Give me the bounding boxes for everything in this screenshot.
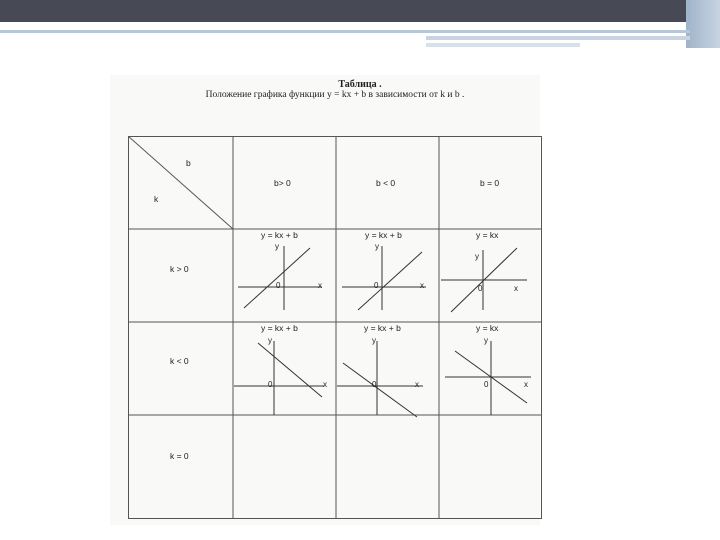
slide-top-bar: [0, 0, 720, 22]
col-header-b-positive: b> 0: [274, 178, 291, 188]
origin-label: 0: [478, 284, 483, 293]
axis-x-label: x: [323, 380, 327, 389]
origin-label: 0: [484, 380, 489, 389]
origin-label: 0: [374, 281, 379, 290]
axis-y-label: y: [268, 336, 272, 345]
graph-line-rising: [338, 240, 438, 320]
axis-x-label: x: [524, 380, 528, 389]
graph-line-falling: [337, 333, 437, 423]
corner-label-k: k: [154, 194, 159, 204]
cell-formula: y = kx: [476, 323, 499, 333]
table-caption: Таблица .: [338, 79, 382, 90]
graph-line-falling: [234, 333, 334, 423]
slide-decor-stripe: [0, 30, 690, 33]
origin-label: 0: [372, 380, 377, 389]
axis-x-label: x: [514, 284, 518, 293]
cell-formula: y = kx + b: [261, 323, 298, 333]
row-header-k-positive: k > 0: [170, 264, 189, 274]
cell-formula: y = kx: [476, 230, 499, 240]
graph-line-through-origin: [441, 333, 541, 423]
cell-formula: y = kx + b: [364, 323, 401, 333]
col-header-b-negative: b < 0: [376, 178, 396, 188]
slide-corner-decoration: [686, 0, 720, 48]
col-header-b-zero: b = 0: [480, 178, 500, 188]
axis-y-label: y: [275, 242, 279, 251]
slide-decor-stripe: [426, 43, 580, 47]
origin-label: 0: [268, 380, 273, 389]
table-description: Положение графика функции y = kx + b в зависимости от k и b .: [205, 90, 465, 100]
corner-label-b: b: [186, 158, 191, 168]
axis-y-label: y: [484, 336, 488, 345]
cell-formula: y = kx + b: [365, 230, 402, 240]
cell-formula: y = kx + b: [261, 230, 298, 240]
axis-y-label: y: [372, 336, 376, 345]
axis-y-label: y: [475, 252, 479, 261]
graph-line-through-origin: [441, 240, 541, 320]
axis-x-label: x: [318, 281, 322, 290]
slide-decor-stripe: [426, 36, 690, 40]
row-header-k-negative: k < 0: [170, 356, 189, 366]
row-header-k-zero: k = 0: [170, 451, 189, 461]
axis-x-label: x: [420, 281, 424, 290]
corner-diagonal: [128, 136, 233, 229]
graph-line-rising: [234, 240, 334, 320]
axis-x-label: x: [415, 380, 419, 389]
axis-y-label: y: [375, 242, 379, 251]
origin-label: 0: [276, 281, 281, 290]
